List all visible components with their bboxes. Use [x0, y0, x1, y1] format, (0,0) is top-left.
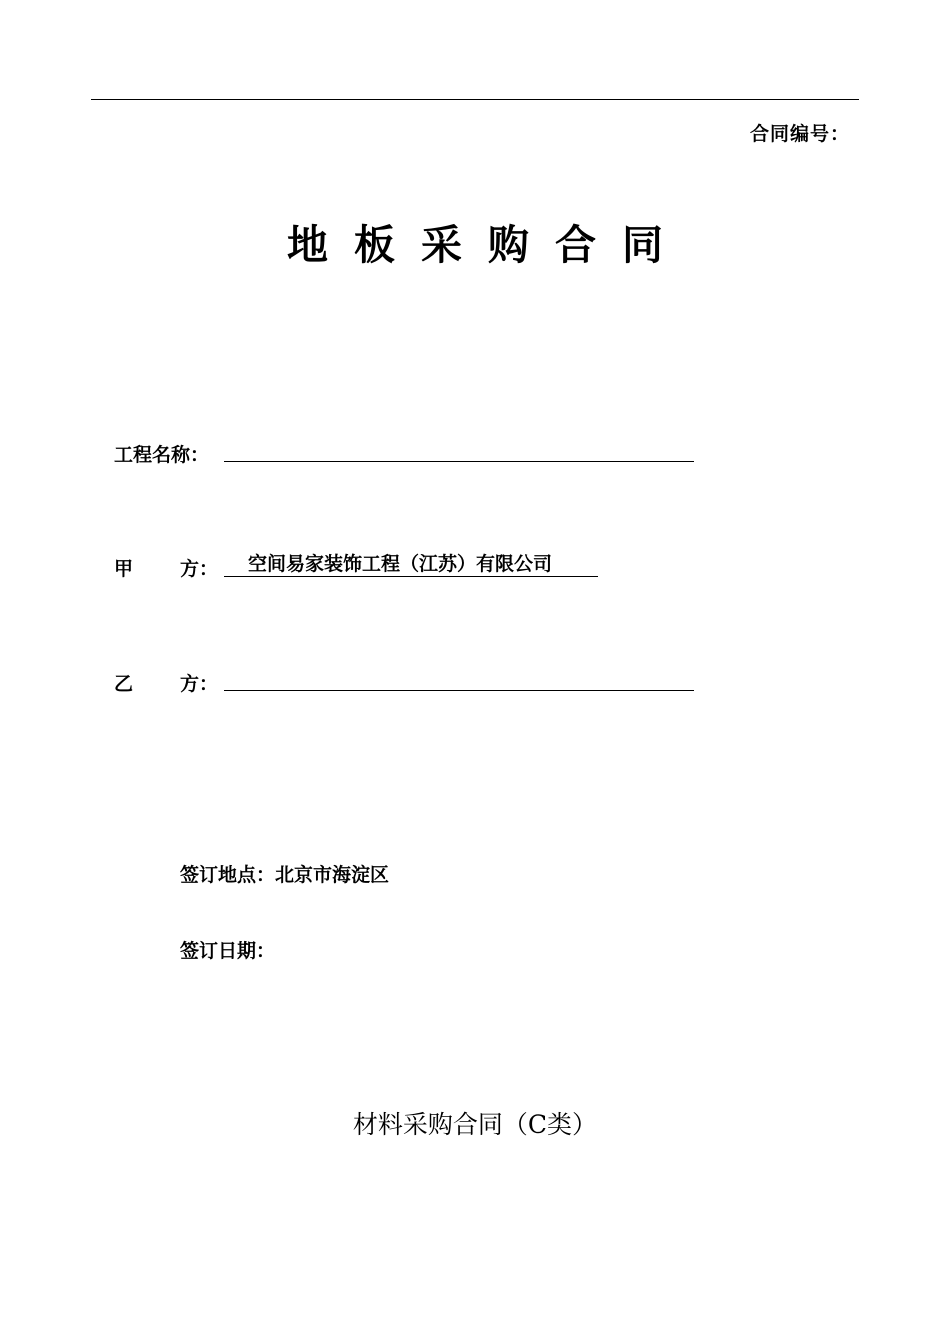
project-name-blank[interactable] [224, 461, 694, 462]
party-b-label-suffix: 方： [180, 673, 219, 695]
signing-place-row [180, 860, 389, 887]
project-name-label: 工程名称： [114, 444, 210, 466]
header-rule [91, 99, 859, 100]
signing-place-label: 签订地点： [180, 864, 276, 886]
party-b-blank[interactable] [224, 690, 694, 691]
party-b-label-char: 乙 [114, 673, 134, 695]
contract-category-title: 材料采购合同（C类） [352, 1110, 598, 1139]
contract-number-label: 合同编号： [749, 123, 850, 145]
party-a-value[interactable]: 空间易家装饰工程（江苏）有限公司 [224, 552, 598, 577]
document-title: 地板采购合同 [287, 221, 689, 269]
party-a-label-suffix: 方： [180, 558, 219, 580]
party-b-row [114, 669, 218, 696]
party-a-row [114, 554, 218, 581]
signing-date-label: 签订日期： [180, 940, 276, 962]
project-name-row [114, 440, 224, 467]
party-a-label-char: 甲 [114, 558, 134, 580]
signing-place-value: 北京市海淀区 [275, 864, 390, 886]
signing-date-row [180, 936, 275, 963]
